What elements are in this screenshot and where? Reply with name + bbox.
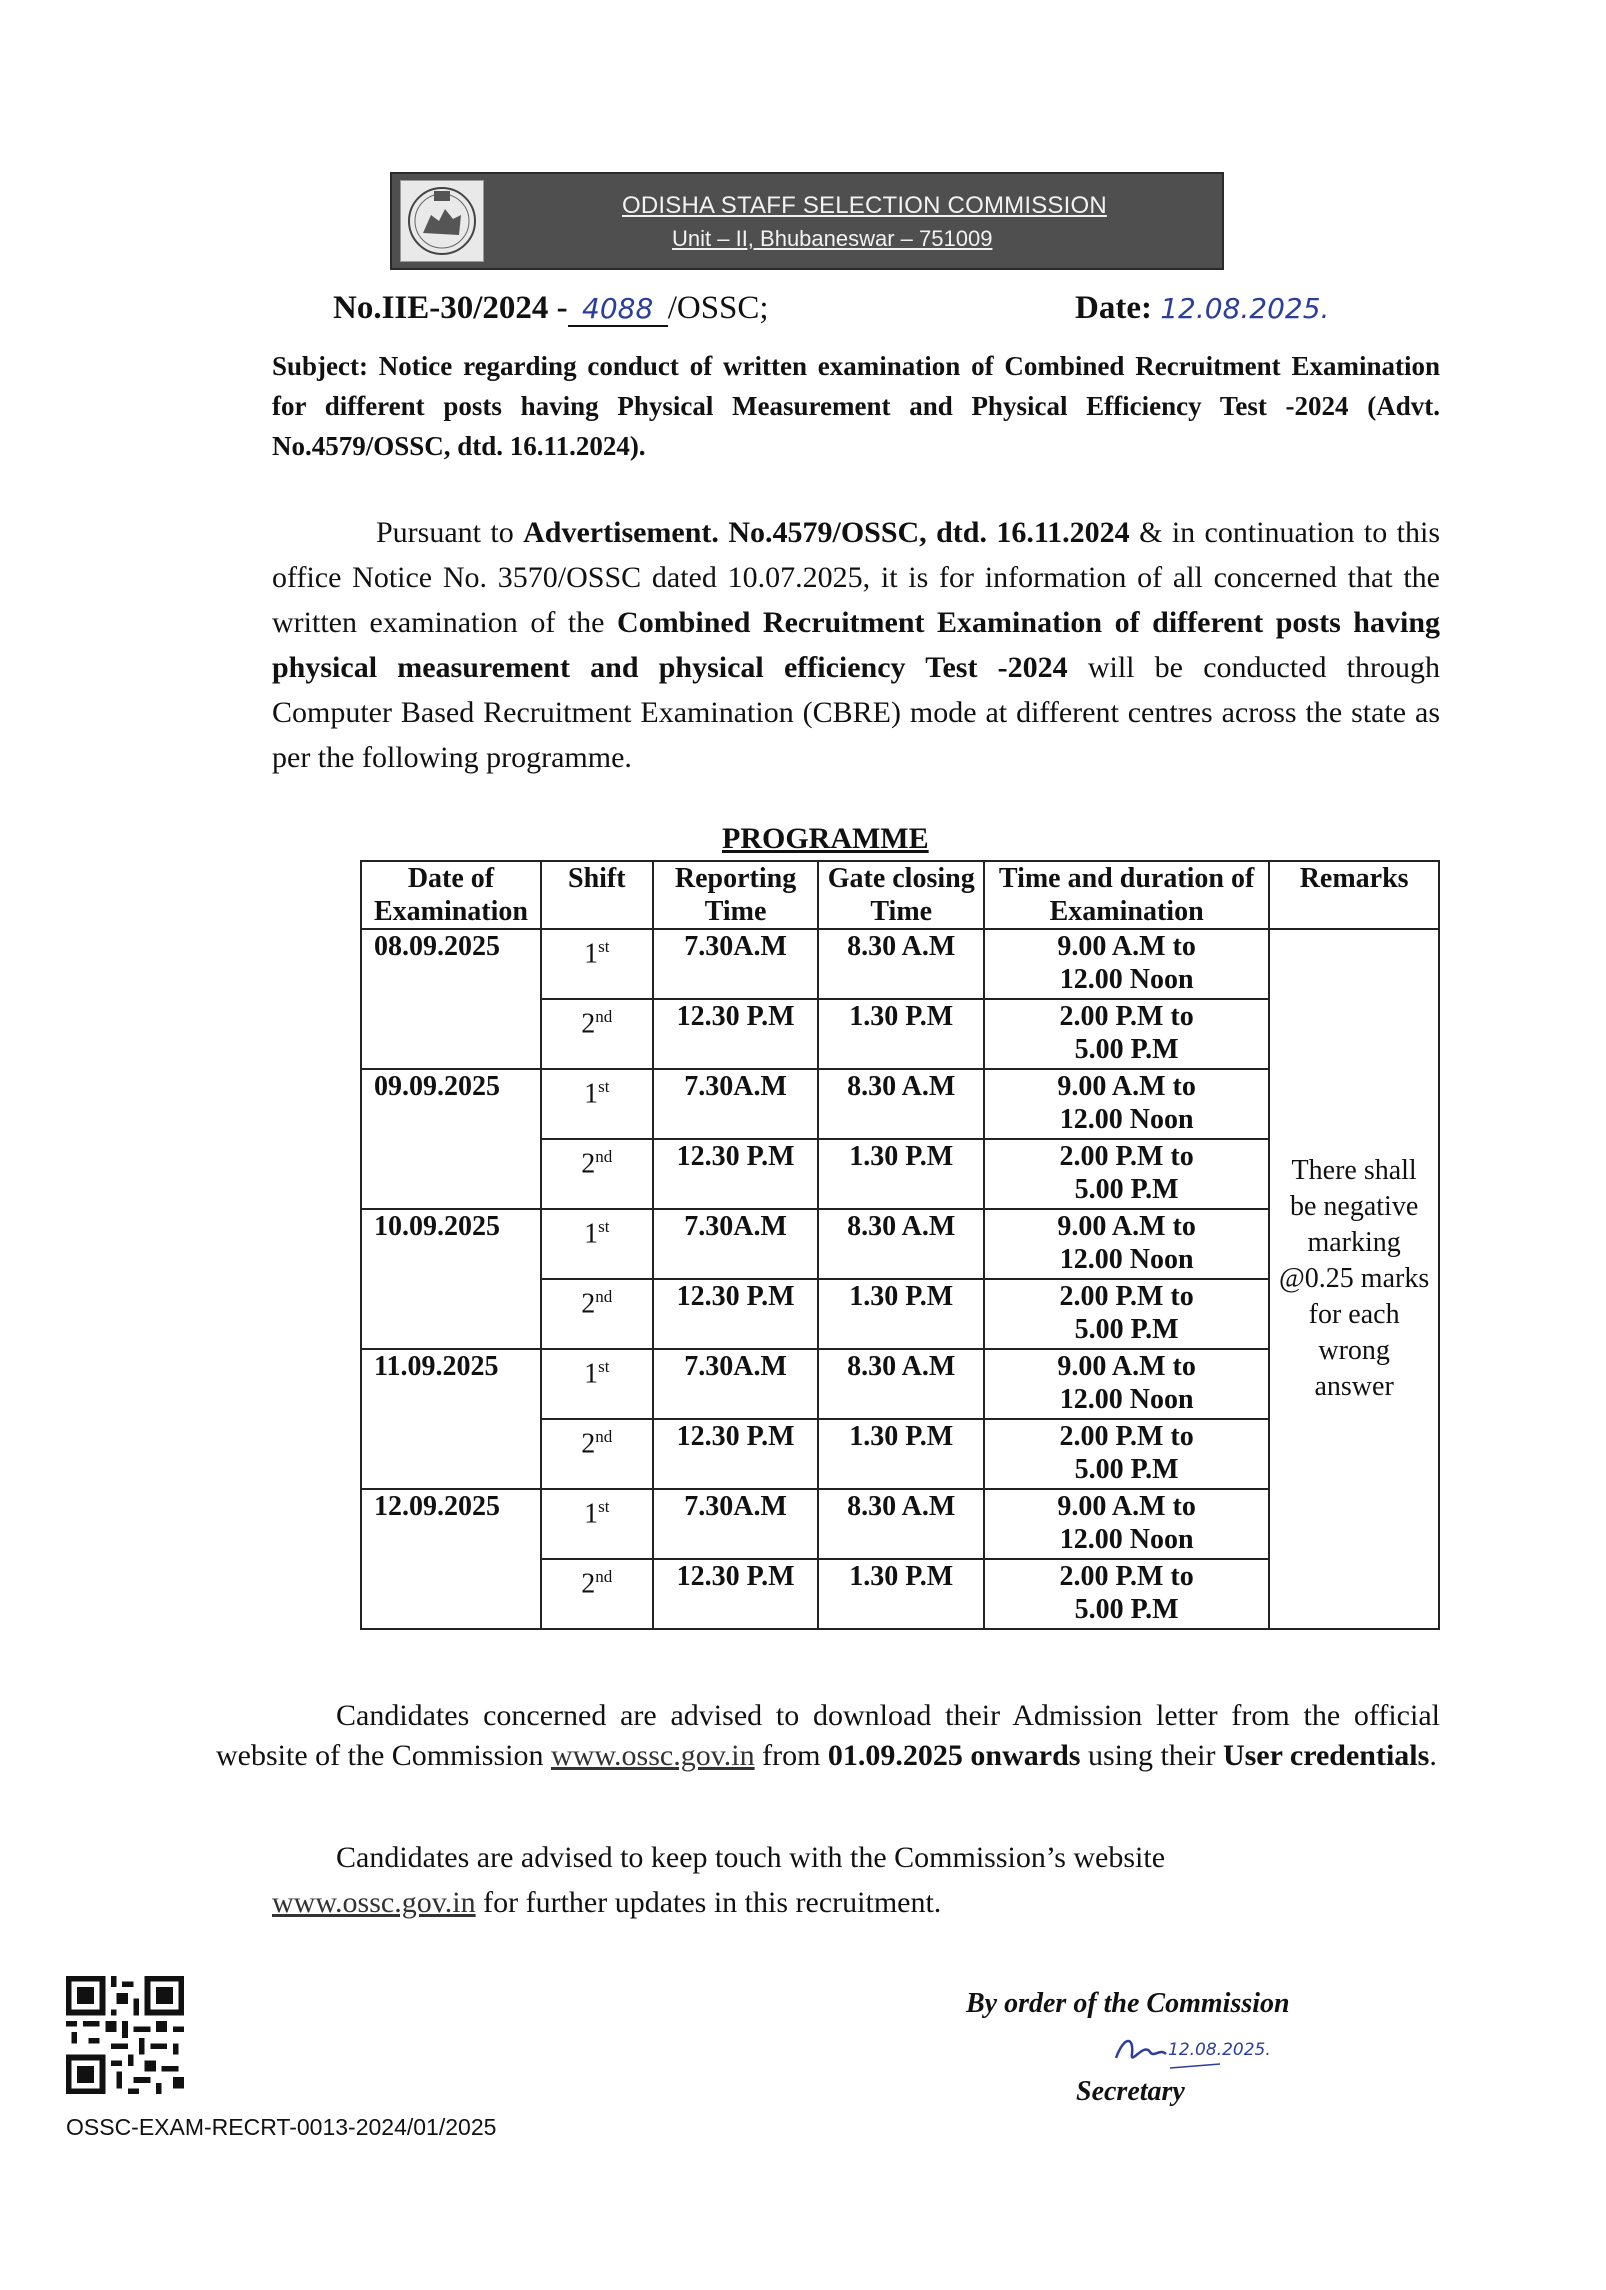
reporting-time-cell: 12.30 P.M: [653, 1559, 819, 1629]
remarks-cell: There shall be negative marking @0.25 marks for each wrong answer: [1269, 929, 1439, 1629]
intro-paragraph: [272, 510, 1440, 780]
exam-date-cell: [361, 1139, 541, 1209]
shift-suffix: st: [598, 1497, 610, 1516]
shift-cell: [541, 1069, 653, 1139]
shift-suffix: nd: [595, 1007, 613, 1026]
shift-cell: [541, 1559, 653, 1629]
exam-date-cell: [361, 1419, 541, 1489]
reference-suffix: /OSSC;: [667, 290, 769, 326]
duration-end: 12.00 Noon: [1059, 1104, 1194, 1135]
shift-number: 2: [581, 1148, 596, 1180]
shift-suffix: nd: [595, 1147, 613, 1166]
shift-number: 1: [584, 938, 599, 970]
shift-cell: [541, 1209, 653, 1279]
para1-text-3: will be conducted through Computer Based Recruitment Examination (CBRE) mode at different centres across the state as per the following programme.: [272, 651, 1440, 774]
reporting-time-cell: 12.30 P.M: [653, 1279, 819, 1349]
duration-cell: [984, 999, 1269, 1069]
table-header-row: [361, 861, 1439, 929]
gate-closing-cell: 1.30 P.M: [818, 999, 984, 1069]
gate-closing-cell: 1.30 P.M: [818, 1139, 984, 1209]
table-row: [361, 929, 1439, 999]
gate-closing-cell: 1.30 P.M: [818, 1419, 984, 1489]
updates-paragraph-line2: [272, 1886, 941, 1920]
duration-cell: [984, 1139, 1269, 1209]
handwritten-date: 12.08.2025.: [1160, 292, 1330, 325]
exam-date-cell: [361, 1279, 541, 1349]
shift-suffix: st: [598, 1217, 610, 1236]
duration-cell: [984, 1419, 1269, 1489]
duration-cell: [984, 1489, 1269, 1559]
exam-date-cell: 08.09.2025: [361, 929, 541, 999]
reference-number: [333, 290, 769, 327]
programme-table: [360, 860, 1440, 1630]
duration-cell: [984, 1559, 1269, 1629]
duration-start: 2.00 P.M to: [1059, 1421, 1194, 1452]
qr-code-icon: [66, 1976, 184, 2094]
shift-number: 1: [584, 1498, 599, 1530]
admission-letter-paragraph: [216, 1696, 1440, 1776]
shift-number: 1: [584, 1218, 599, 1250]
header-banner: [390, 172, 1224, 270]
gate-closing-cell: 8.30 A.M: [818, 1069, 984, 1139]
duration-start: 9.00 A.M to: [1057, 1071, 1196, 1102]
para2-text-1: Candidates concerned are advised to download their Admission letter from the official website of the Commission: [216, 1699, 1440, 1772]
shift-suffix: st: [598, 1357, 610, 1376]
shift-cell: [541, 1279, 653, 1349]
notice-date: [1075, 290, 1329, 327]
duration-start: 2.00 P.M to: [1059, 1281, 1194, 1312]
para2-text-2: from: [754, 1739, 828, 1772]
shift-suffix: st: [598, 1077, 610, 1096]
org-address: Unit – II, Bhubaneswar – 751009: [672, 226, 993, 251]
reference-prefix: No.IIE-30/2024 -: [333, 290, 568, 326]
shift-number: 2: [581, 1428, 596, 1460]
updates-paragraph: [272, 1830, 1440, 1886]
website-link-2[interactable]: www.ossc.gov.in: [272, 1886, 476, 1919]
header-date: Date of Examination: [361, 861, 541, 929]
duration-end: 5.00 P.M: [1074, 1314, 1179, 1345]
gate-closing-cell: 1.30 P.M: [818, 1279, 984, 1349]
exam-date-cell: [361, 1559, 541, 1629]
para2-text-4: .: [1429, 1739, 1437, 1772]
exam-date-cell: 10.09.2025: [361, 1209, 541, 1279]
gate-closing-cell: 8.30 A.M: [818, 1349, 984, 1419]
shift-cell: [541, 1349, 653, 1419]
shift-number: 1: [584, 1358, 599, 1390]
para1-advt-ref: Advertisement. No.4579/OSSC, dtd. 16.11.2024: [523, 516, 1130, 549]
duration-start: 9.00 A.M to: [1057, 931, 1196, 962]
gate-closing-cell: 8.30 A.M: [818, 1209, 984, 1279]
exam-date-cell: [361, 999, 541, 1069]
duration-start: 9.00 A.M to: [1057, 1491, 1196, 1522]
subject-text: Subject: Notice regarding conduct of written examination of Combined Recruitment Examination for different posts having Physical Measurement and Physical Efficiency Test -2024 (Advt. No.4579/OSSC, dtd. 16.11.2024).: [272, 351, 1440, 461]
shift-suffix: nd: [595, 1567, 613, 1586]
shift-suffix: nd: [595, 1287, 613, 1306]
shift-number: 2: [581, 1288, 596, 1320]
para3-text-1: Candidates are advised to keep touch with the Commission’s website: [336, 1841, 1166, 1874]
gate-closing-cell: 8.30 A.M: [818, 1489, 984, 1559]
shift-cell: [541, 1139, 653, 1209]
shift-suffix: st: [598, 937, 610, 956]
reporting-time-cell: 7.30A.M: [653, 929, 819, 999]
shift-cell: [541, 1489, 653, 1559]
para1-text-1: Pursuant to: [376, 516, 524, 549]
reporting-time-cell: 12.30 P.M: [653, 1419, 819, 1489]
header-remarks: Remarks: [1269, 861, 1439, 929]
duration-end: 5.00 P.M: [1074, 1454, 1179, 1485]
org-name: ODISHA STAFF SELECTION COMMISSION: [622, 192, 1107, 219]
reporting-time-cell: 12.30 P.M: [653, 999, 819, 1069]
shift-suffix: nd: [595, 1427, 613, 1446]
shift-number: 2: [581, 1008, 596, 1040]
duration-end: 12.00 Noon: [1059, 964, 1194, 995]
exam-date-cell: 11.09.2025: [361, 1349, 541, 1419]
para2-date: 01.09.2025 onwards: [827, 1739, 1081, 1772]
gate-closing-cell: 1.30 P.M: [818, 1559, 984, 1629]
exam-date-cell: 12.09.2025: [361, 1489, 541, 1559]
duration-end: 12.00 Noon: [1059, 1244, 1194, 1275]
handwritten-ref-number: 4088: [568, 292, 668, 327]
duration-end: 12.00 Noon: [1059, 1524, 1194, 1555]
reporting-time-cell: 7.30A.M: [653, 1489, 819, 1559]
reporting-time-cell: 7.30A.M: [653, 1349, 819, 1419]
designation-text: Secretary: [1076, 2076, 1185, 2107]
shift-cell: [541, 929, 653, 999]
para1-exam-name: Combined Recruitment Examination of different posts having physical measurement and physical efficiency Test -2024: [272, 606, 1440, 684]
header-gate-closing: Gate closing Time: [818, 861, 984, 929]
shift-number: 1: [584, 1078, 599, 1110]
programme-title: PROGRAMME: [722, 822, 929, 855]
state-emblem-icon: [400, 180, 484, 262]
duration-cell: [984, 1279, 1269, 1349]
reporting-time-cell: 12.30 P.M: [653, 1139, 819, 1209]
duration-end: 5.00 P.M: [1074, 1594, 1179, 1625]
duration-cell: [984, 1069, 1269, 1139]
gate-closing-cell: 8.30 A.M: [818, 929, 984, 999]
duration-end: 5.00 P.M: [1074, 1034, 1179, 1065]
para2-credentials: User credentials: [1222, 1739, 1430, 1772]
duration-cell: [984, 1349, 1269, 1419]
header-reporting: Reporting Time: [653, 861, 819, 929]
document-code: OSSC-EXAM-RECRT-0013-2024/01/2025: [66, 2114, 497, 2140]
duration-end: 12.00 Noon: [1059, 1384, 1194, 1415]
duration-cell: [984, 929, 1269, 999]
shift-cell: [541, 999, 653, 1069]
duration-cell: [984, 1209, 1269, 1279]
para1-text-2: & in continuation to this office Notice No. 3570/OSSC dated 10.07.2025, it is for information of all concerned that the written examination of the: [272, 516, 1440, 639]
reporting-time-cell: 7.30A.M: [653, 1069, 819, 1139]
date-label: Date:: [1075, 290, 1152, 326]
exam-date-cell: 09.09.2025: [361, 1069, 541, 1139]
shift-cell: [541, 1419, 653, 1489]
duration-end: 5.00 P.M: [1074, 1174, 1179, 1205]
duration-start: 2.00 P.M to: [1059, 1001, 1194, 1032]
reporting-time-cell: 7.30A.M: [653, 1209, 819, 1279]
by-order-text: By order of the Commission: [966, 1988, 1290, 2019]
shift-number: 2: [581, 1568, 596, 1600]
signature-date: 12.08.2025.: [1168, 2040, 1271, 2060]
duration-start: 9.00 A.M to: [1057, 1351, 1196, 1382]
para2-text-3: using their: [1080, 1739, 1223, 1772]
website-link[interactable]: www.ossc.gov.in: [550, 1739, 755, 1772]
duration-start: 9.00 A.M to: [1057, 1211, 1196, 1242]
duration-start: 2.00 P.M to: [1059, 1141, 1194, 1172]
header-shift: Shift: [541, 861, 653, 929]
header-duration: Time and duration of Examination: [984, 861, 1269, 929]
para3-text-2: for further updates in this recruitment.: [475, 1886, 942, 1919]
duration-start: 2.00 P.M to: [1059, 1561, 1194, 1592]
